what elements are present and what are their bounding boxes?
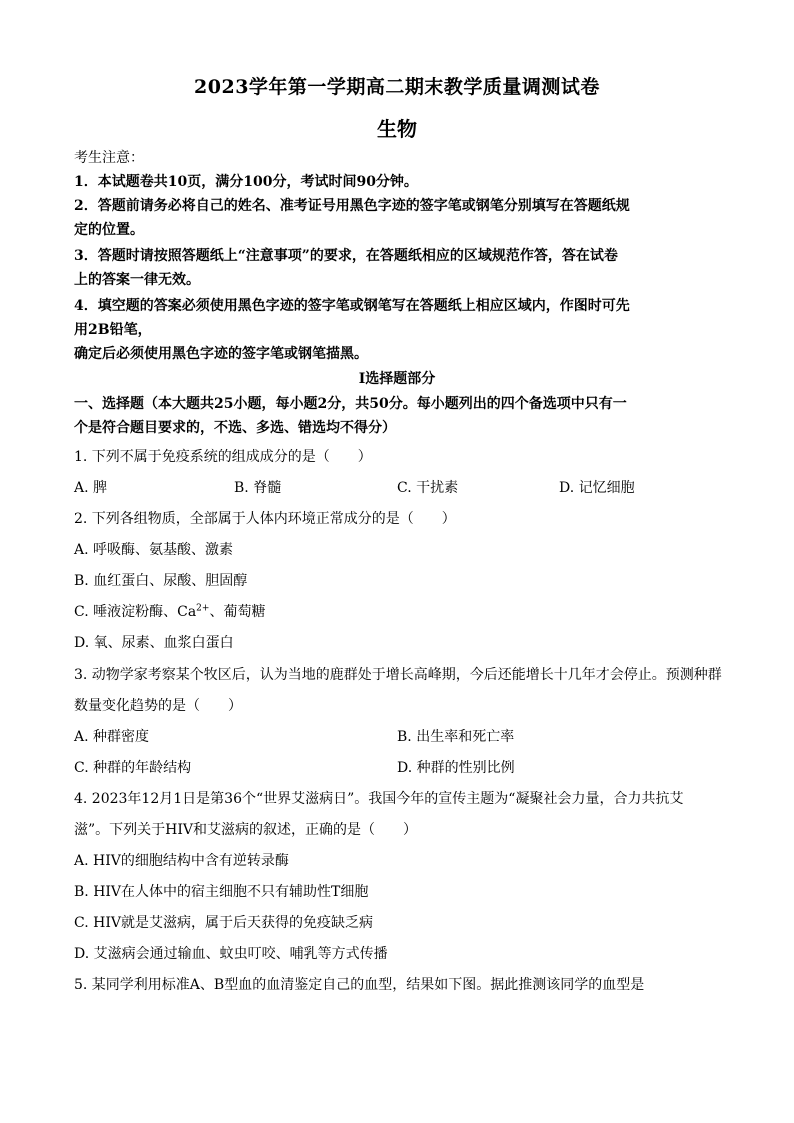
notice-item: 上的答案一律无效。 [74, 272, 200, 288]
notice-item: 1．本试题卷共10页，满分100分，考试时间90分钟。 [74, 174, 418, 190]
q2-option-b: B. 血红蛋白、尿酸、胆固醇 [74, 573, 248, 589]
q4-option-d: D. 艾滋病会通过输血、蚊虫叮咬、哺乳等方式传播 [74, 946, 388, 962]
notice-heading: 考生注意： [74, 150, 144, 166]
q2-option-c-tail: 、葡萄糖 [209, 604, 266, 620]
q4-option-c: C. HIV就是艾滋病，属于后天获得的免疫缺乏病 [74, 915, 373, 931]
question-1-stem: 1. 下列不属于免疫系统的组成成分的是（ ） [74, 449, 372, 465]
q2-option-c-text: C. 唾液淀粉酶、Ca [74, 604, 197, 620]
q3-option-c: C. 种群的年龄结构 [74, 760, 192, 776]
notice-item: 4．填空题的答案必须使用黑色字迹的签字笔或钢笔写在答题纸上相应区域内，作图时可先 [74, 298, 630, 314]
exam-title: 2023学年第一学期高二期末教学质量调测试卷 [194, 76, 600, 98]
q1-option-b: B. 脊髓 [234, 480, 282, 496]
section-instruction: 一、选择题（本大题共25小题，每小题2分，共50分。每小题列出的四个备选项中只有一 [74, 396, 627, 412]
question-2-stem: 2. 下列各组物质，全部属于人体内环境正常成分的是（ ） [74, 511, 456, 527]
question-3-stem-cont: 数量变化趋势的是（ ） [74, 698, 242, 714]
question-3-stem: 3. 动物学家考察某个牧区后，认为当地的鹿群处于增长高峰期，今后还能增长十几年才会停止。预测种群 [74, 667, 722, 683]
question-5-stem: 5. 某同学利用标准A、B型血的血清鉴定自己的血型，结果如下图。据此推测该同学的血型是 [74, 977, 645, 993]
notice-item: 3．答题时请按照答题纸上“注意事项”的要求，在答题纸相应的区域规范作答，答在试卷 [74, 248, 618, 264]
question-4-stem-cont: 滋”。下列关于HIV和艾滋病的叙述，正确的是（ ） [74, 822, 418, 838]
calcium-charge: 2+ [196, 603, 210, 614]
q1-option-d: D. 记忆细胞 [559, 480, 635, 496]
q2-option-a: A. 呼吸酶、氨基酸、激素 [74, 542, 234, 558]
q4-option-b: B. HIV在人体中的宿主细胞不只有辅助性T细胞 [74, 884, 369, 900]
part-title: Ⅰ选择题部分 [358, 371, 436, 387]
q1-option-c: C. 干扰素 [397, 480, 459, 496]
notice-item: 确定后必须使用黑色字迹的签字笔或钢笔描黑。 [74, 346, 368, 362]
notice-item: 用2B铅笔， [74, 322, 152, 338]
q2-option-c [74, 602, 265, 622]
q3-option-a: A. 种群密度 [74, 729, 150, 745]
question-4-stem: 4. 2023年12月1日是第36个“世界艾滋病日”。我国今年的宣传主题为“凝聚社会力量，合力共抗艾 [74, 791, 684, 807]
q3-option-d: D. 种群的性别比例 [397, 760, 515, 776]
q4-option-a: A. HIV的细胞结构中含有逆转录酶 [74, 853, 289, 869]
q1-option-a: A. 脾 [74, 480, 108, 496]
section-instruction: 个是符合题目要求的，不选、多选、错选均不得分） [74, 420, 396, 436]
notice-item: 2．答题前请务必将自己的姓名、准考证号用黑色字迹的签字笔或钢笔分别填写在答题纸规 [74, 198, 630, 214]
notice-item: 定的位置。 [74, 222, 144, 238]
q3-option-b: B. 出生率和死亡率 [397, 729, 515, 745]
q2-option-d: D. 氧、尿素、血浆白蛋白 [74, 635, 234, 651]
subject-title: 生物 [377, 117, 417, 141]
